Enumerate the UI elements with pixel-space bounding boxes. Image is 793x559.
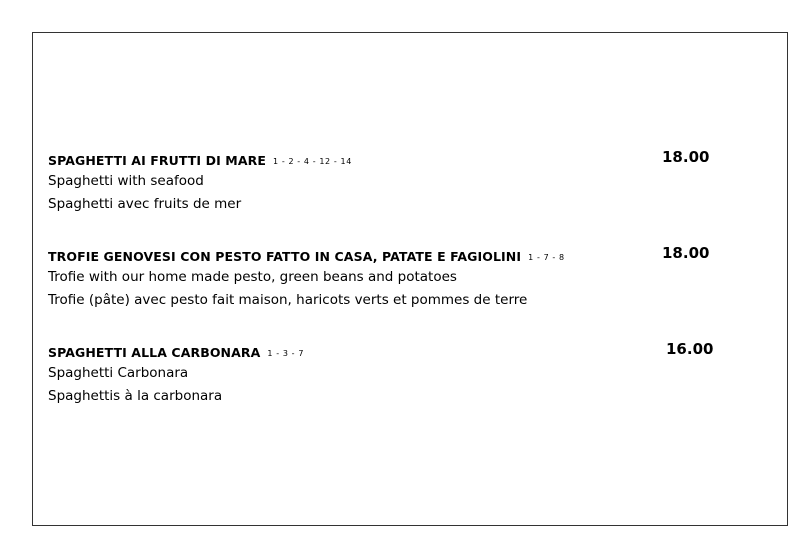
dish-price: 18.00 <box>662 244 710 262</box>
dish-name: SPAGHETTI AI FRUTTI DI MARE <box>48 153 266 168</box>
menu-item-header <box>48 150 728 170</box>
menu-item-header <box>48 342 728 362</box>
dish-price: 16.00 <box>666 340 714 358</box>
dish-description-fr: Trofie (pâte) avec pesto fait maison, haricots verts et pommes de terre <box>48 292 528 308</box>
allergen-codes: 1 - 2 - 4 - 12 - 14 <box>272 157 352 166</box>
menu-item <box>48 342 728 408</box>
dish-description-fr: Spaghettis à la carbonara <box>48 388 223 404</box>
menu-item <box>48 246 728 312</box>
dish-description-fr: Spaghetti avec fruits de mer <box>48 196 242 212</box>
dish-description-en: Trofie with our home made pesto, green beans and potatoes <box>48 269 457 285</box>
allergen-codes: 1 - 3 - 7 <box>267 349 305 358</box>
dish-name: TROFIE GENOVESI CON PESTO FATTO IN CASA, PATATE E FAGIOLINI <box>48 249 522 264</box>
allergen-codes: 1 - 7 - 8 <box>528 253 565 262</box>
dish-description-en: Spaghetti with seafood <box>48 173 204 189</box>
dish-name: SPAGHETTI ALLA CARBONARA <box>48 345 261 360</box>
dish-price: 18.00 <box>662 148 710 166</box>
menu-item <box>48 150 728 216</box>
menu-item-header <box>48 246 728 266</box>
dish-description-en: Spaghetti Carbonara <box>48 365 189 381</box>
